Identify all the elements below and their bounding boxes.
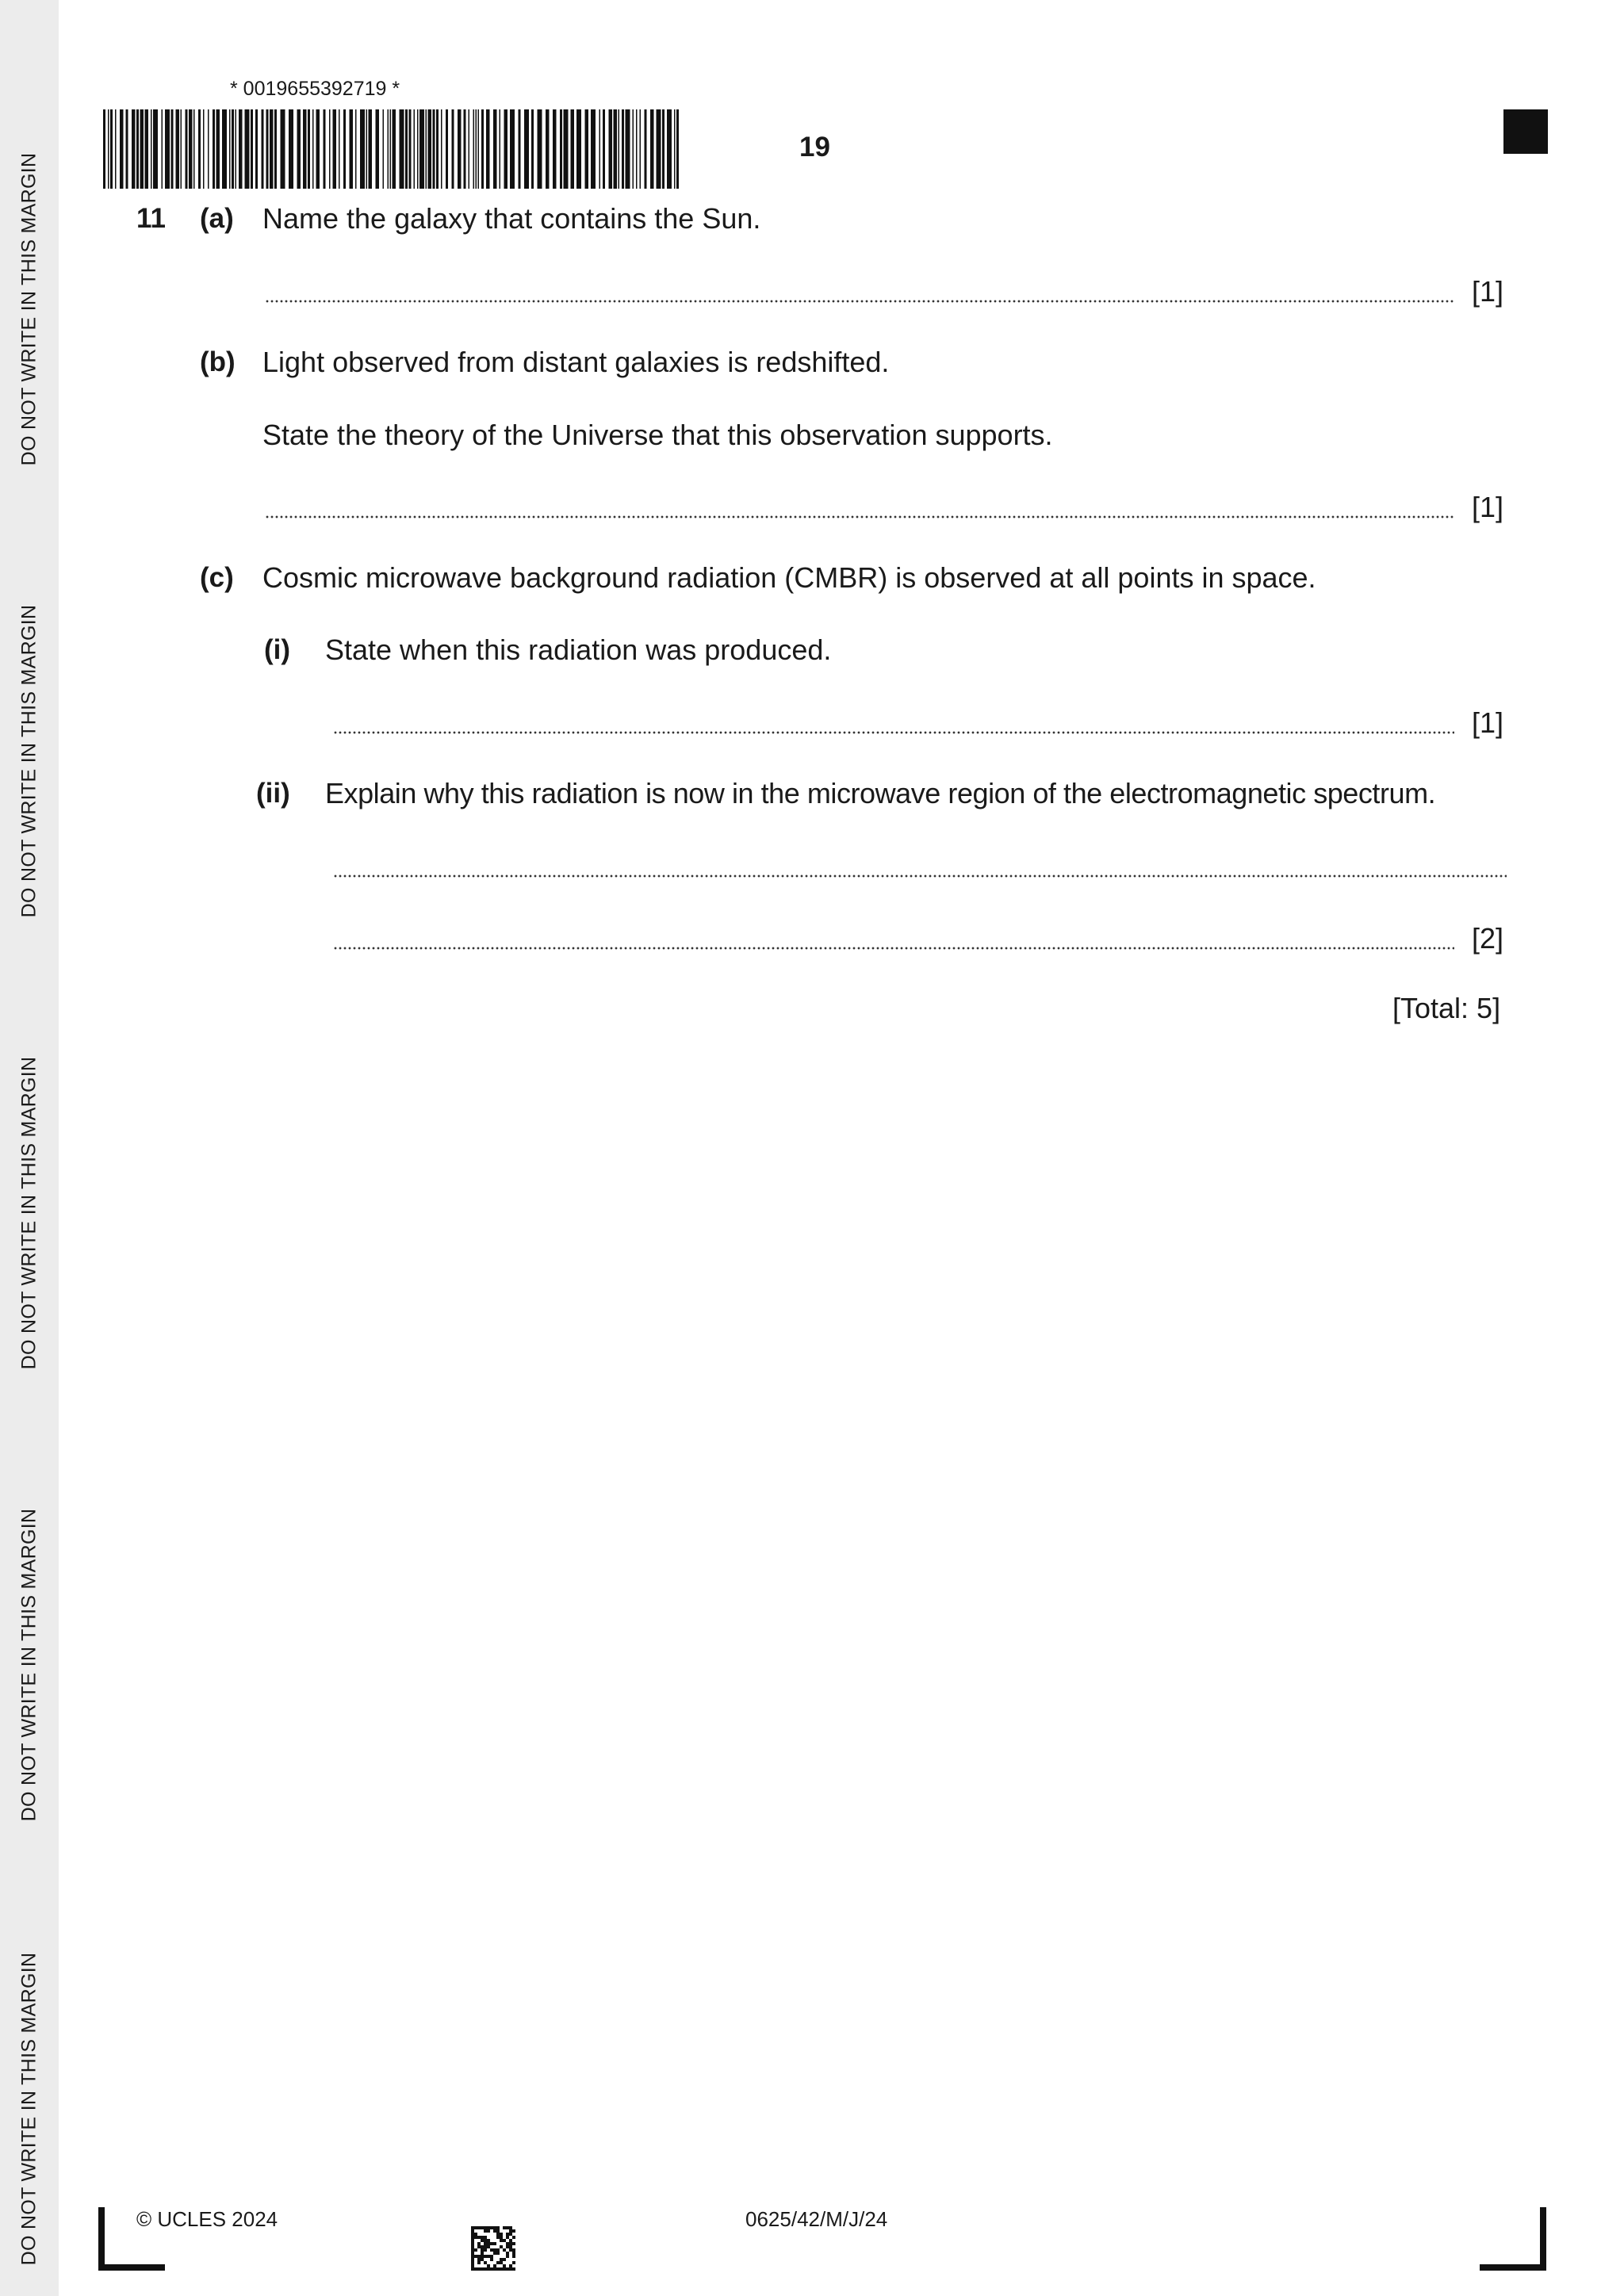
marks-c-i: [1]	[1472, 706, 1504, 739]
answer-line-c-ii-2[interactable]	[333, 947, 1454, 950]
part-c-text: Cosmic microwave background radiation (CMBR) is observed at all points in space.	[262, 561, 1316, 594]
question-total: [Total: 5]	[1392, 992, 1501, 1024]
copyright: © UCLES 2024	[136, 2207, 278, 2231]
barcode	[103, 109, 682, 189]
marks-b: [1]	[1472, 491, 1504, 523]
part-c-ii-label: (ii)	[256, 778, 290, 809]
paper-code: 0625/42/M/J/24	[745, 2207, 888, 2231]
part-c-i-label: (i)	[264, 634, 291, 665]
part-b-label: (b)	[200, 346, 236, 377]
marks-a: [1]	[1472, 275, 1504, 308]
crop-mark-left	[98, 2207, 105, 2271]
answer-line-b[interactable]	[265, 515, 1454, 519]
part-a-label: (a)	[200, 203, 234, 234]
answer-line-c-ii-1[interactable]	[333, 874, 1507, 878]
crop-mark-right	[1480, 2264, 1546, 2271]
answer-line-c-i[interactable]	[333, 731, 1454, 734]
crop-mark-left	[98, 2264, 165, 2271]
marks-c-ii: [2]	[1472, 922, 1504, 955]
page-number: 19	[799, 132, 830, 163]
crop-mark-right	[1540, 2207, 1546, 2271]
datamatrix-code	[471, 2226, 515, 2271]
registration-square	[1503, 109, 1548, 154]
question-number: 11	[136, 203, 166, 234]
part-c-i-text: State when this radiation was produced.	[325, 633, 832, 666]
part-b-text-2: State the theory of the Universe that this observation supports.	[262, 419, 1053, 451]
part-a-text: Name the galaxy that contains the Sun.	[262, 202, 761, 235]
barcode-number: * 0019655392719 *	[230, 78, 400, 100]
part-c-label: (c)	[200, 562, 234, 593]
answer-line-a[interactable]	[265, 300, 1454, 303]
part-c-ii-text: Explain why this radiation is now in the microwave region of the electromagnetic spectrum.	[325, 777, 1436, 809]
part-b-text: Light observed from distant galaxies is redshifted.	[262, 346, 890, 378]
